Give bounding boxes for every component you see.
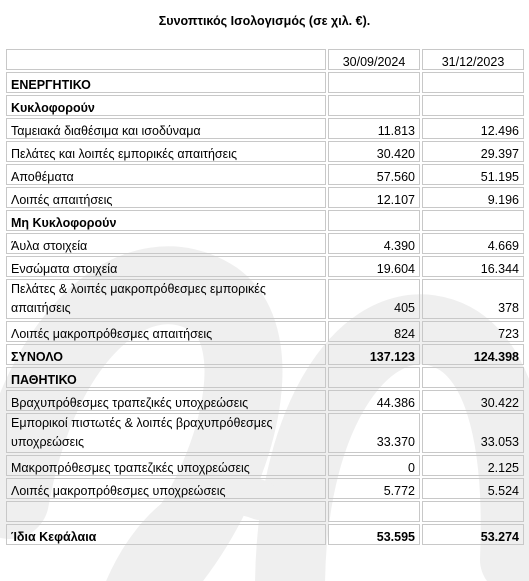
row-value-1: 11.813	[328, 118, 420, 139]
row-value-2: 12.496	[422, 118, 524, 139]
row-value-1: 12.107	[328, 187, 420, 208]
row-value-2: 5.524	[422, 478, 524, 499]
row-label: Άυλα στοιχεία	[6, 233, 326, 254]
row-value-1: 5.772	[328, 478, 420, 499]
row-value-2: 53.274	[422, 524, 524, 545]
row-label: ΠΑΘΗΤΙΚΟ	[6, 367, 326, 388]
table-row	[6, 95, 524, 116]
table-header-row	[6, 49, 524, 70]
row-label: Ταμειακά διαθέσιμα και ισοδύναμα	[6, 118, 326, 139]
row-value-2: 124.398	[422, 344, 524, 365]
row-value-1: 137.123	[328, 344, 420, 365]
row-value-2	[422, 210, 524, 231]
table-row	[6, 72, 524, 93]
row-label: Μη Κυκλοφορούν	[6, 210, 326, 231]
table-row	[6, 413, 524, 453]
row-value-1: 30.420	[328, 141, 420, 162]
row-value-2	[422, 72, 524, 93]
row-label	[6, 501, 326, 522]
row-value-2: 16.344	[422, 256, 524, 277]
table-row	[6, 367, 524, 388]
table-row-total	[6, 344, 524, 365]
row-value-2	[422, 95, 524, 116]
row-value-1	[328, 210, 420, 231]
balance-sheet-table	[4, 47, 526, 547]
row-label: Ενσώματα στοιχεία	[6, 256, 326, 277]
row-value-1: 0	[328, 455, 420, 476]
row-label: Εμπορικοί πιστωτές & λοιπές βραχυπρόθεσμες υποχρεώσεις	[6, 413, 326, 453]
row-label: ΣΥΝΟΛΟ	[6, 344, 326, 365]
row-label: Ίδια Κεφάλαια	[6, 524, 326, 545]
row-label: ΕΝΕΡΓΗΤΙΚΟ	[6, 72, 326, 93]
table-row-equity	[6, 524, 524, 545]
table-row	[6, 478, 524, 499]
row-label: Αποθέματα	[6, 164, 326, 185]
table-row	[6, 141, 524, 162]
table-row	[6, 210, 524, 231]
table-row	[6, 455, 524, 476]
row-value-2: 4.669	[422, 233, 524, 254]
row-value-1: 44.386	[328, 390, 420, 411]
row-value-2: 29.397	[422, 141, 524, 162]
table-row	[6, 256, 524, 277]
table-row	[6, 390, 524, 411]
row-label: Λοιπές απαιτήσεις	[6, 187, 326, 208]
row-value-2: 2.125	[422, 455, 524, 476]
row-value-1	[328, 367, 420, 388]
table-row	[6, 279, 524, 319]
row-label: Πελάτες και λοιπές εμπορικές απαιτήσεις	[6, 141, 326, 162]
page-title: Συνοπτικός Ισολογισμός (σε χιλ. €).	[158, 14, 371, 28]
table-row	[6, 233, 524, 254]
table-row-empty	[6, 501, 524, 522]
row-value-2: 9.196	[422, 187, 524, 208]
row-label: Λοιπές μακροπρόθεσμες απαιτήσεις	[6, 321, 326, 342]
row-value-1: 57.560	[328, 164, 420, 185]
table-row	[6, 118, 524, 139]
row-value-2: 723	[422, 321, 524, 342]
table-row	[6, 321, 524, 342]
row-value-1	[328, 72, 420, 93]
header-cell-empty	[6, 49, 326, 70]
row-value-1: 33.370	[328, 413, 420, 453]
table-row	[6, 164, 524, 185]
row-value-2	[422, 367, 524, 388]
row-value-2: 51.195	[422, 164, 524, 185]
row-label: Κυκλοφορούν	[6, 95, 326, 116]
row-label: Μακροπρόθεσμες τραπεζικές υποχρεώσεις	[6, 455, 326, 476]
header-cell-date-2: 31/12/2023	[422, 49, 524, 70]
row-label: Λοιπές μακροπρόθεσμες υποχρεώσεις	[6, 478, 326, 499]
row-value-2: 33.053	[422, 413, 524, 453]
row-value-1: 405	[328, 279, 420, 319]
row-label: Βραχυπρόθεσμες τραπεζικές υποχρεώσεις	[6, 390, 326, 411]
row-value-1: 19.604	[328, 256, 420, 277]
row-value-1: 4.390	[328, 233, 420, 254]
row-label: Πελάτες & λοιπές μακροπρόθεσμες εμπορικές απαιτήσεις	[6, 279, 326, 319]
row-value-1	[328, 501, 420, 522]
header-cell-date-1: 30/09/2024	[328, 49, 420, 70]
row-value-1	[328, 95, 420, 116]
row-value-2: 378	[422, 279, 524, 319]
row-value-2: 30.422	[422, 390, 524, 411]
table-row	[6, 187, 524, 208]
row-value-2	[422, 501, 524, 522]
row-value-1: 53.595	[328, 524, 420, 545]
row-value-1: 824	[328, 321, 420, 342]
